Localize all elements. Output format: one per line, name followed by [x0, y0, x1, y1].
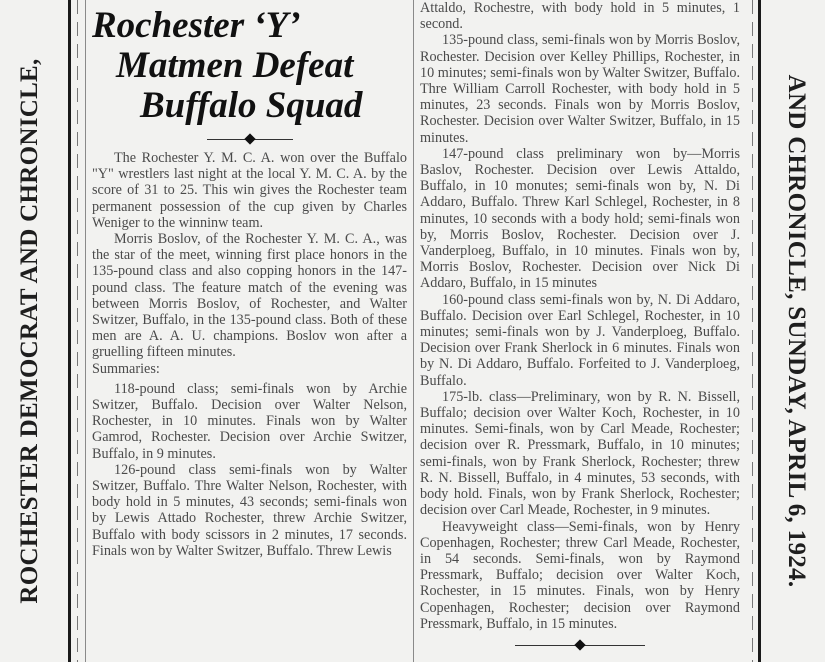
column-rule-dashed — [752, 0, 753, 662]
result-entry: 160-pound class semi-finals won by, N. Di Addaro, Buffalo. Decision over Earl Schlegel, Rochester, in 10 minutes; semi-finals won by J. Vanderploeg, Buffalo. Decision over Frank Sherlock in 6 minutes. Finals won by N. Di Addaro, Buffalo. Forfeited to J. Vanderploeg, Buffalo. — [420, 291, 740, 389]
column-rule — [68, 0, 71, 662]
result-entry: Heavyweight class—Semi-finals, won by Henry Copenhagen, Rochester; threw Carl Meade, Rochester, in 54 seconds. Semi-finals, won by Raymond Pressmark, Buffalo; decision over Walter Koch, Rochester, in 15 minutes. Finals, won by Henry Copenhagen, Rochester; decision over Raymond Pressmark, Buffalo, in 15 minutes. — [420, 518, 740, 632]
diamond-ornament-icon — [244, 133, 255, 144]
diamond-ornament-icon — [574, 639, 585, 650]
result-entry: 118-pound class; semi-finals won by Archie Switzer, Buffalo. Decision over Walter Nelson, Rochester, in 10 minutes. Finals won by Walter Gamrod, Rochester. Decision over Archie Switzer, Buffalo, in 9 minutes. — [92, 380, 407, 462]
headline-line-1: Rochester ‘Y’ — [92, 5, 301, 46]
article-column-right — [420, 0, 740, 656]
article-paragraph: Morris Boslov, of the Rochester Y. M. C. A., was the star of the meet, winning first place honors in the 135-pound class and also copping honors in the 147-pound class. The feature match of the evening was between Morris Boslov, of Rochester, and Walter Switzer, Buffalo, in the 135-pound class. Both of these men are A. A. U. champions. Boslov won after a gruelling fifteen minutes. — [92, 231, 407, 361]
headline-line-2: Matmen Defeat — [116, 45, 354, 86]
right-masthead — [770, 0, 825, 662]
article-paragraph: The Rochester Y. M. C. A. won over the Buffalo "Y" wrestlers last night at the local Y. M. C. A. by the score of 31 to 25. This win gives the Rochester team permanent possession of the cup given by Charles Weniger to the winninw team. — [92, 150, 407, 231]
headline-line-3: Buffalo Squad — [140, 85, 363, 126]
summaries-label: Summaries: — [92, 360, 160, 377]
left-masthead — [0, 0, 60, 662]
column-rule-thin — [413, 0, 414, 662]
article-headline — [92, 6, 407, 126]
article-column-left — [92, 0, 407, 559]
result-entry: 175-lb. class—Preliminary, won by R. N. Bissell, Buffalo; decision over Walter Koch, Rochester, in 10 minutes. Semi-finals, won by Carl Meade, Rochester; decision over R. Pressmark, Buffalo, in 10 minutes; semi-finals, won by Frank Sherlock, Rochester; threw R. N. Bissell, Buffalo, in 4 minutes, 53 seconds, with body hold. Finals, won by Frank Sherlock, Rochester; decision over Carl Meade, Rochester, in 9 minutes. — [420, 388, 740, 519]
result-entry: 126-pound class semi-finals won by Walter Switzer, Buffalo. Thre Walter Nelson, Rochester, with body hold in 5 minutes, 43 seconds; semi-finals won by Lewis Attado Rochester, threw Archie Switzer, Buffalo with body scissors in 2 minutes, 17 seconds. Finals won by Walter Switzer, Buffalo. Threw Lewis — [92, 461, 407, 559]
column-rule — [758, 0, 761, 662]
headline-ornament-divider — [207, 132, 293, 146]
column-rule-dashed — [77, 0, 78, 662]
result-entry: 135-pound class, semi-finals won by Morris Boslov, Rochester. Decision over Kelley Phillips, Rochester, in 10 minutes; semi-finals won by Walter Switzer, Buffalo. Thre William Carroll Rochester, with body hold in 5 minutes, 23 seconds. Finals won by Morris Boslov, Rochester. Decision over Walter Switzer, Buffalo, in 15 minutes. — [420, 32, 740, 146]
result-entry: Attaldo, Rochestre, with body hold in 5 minutes, 1 second. — [420, 0, 740, 33]
article-end-ornament — [515, 638, 645, 652]
masthead-left-text: ROCHESTER DEMOCRAT AND CHRONICLE, — [16, 58, 43, 604]
masthead-right-text: AND CHRONICLE, SUNDAY, APRIL 6, 1924. — [783, 74, 810, 588]
column-rule-thin — [85, 0, 86, 662]
result-entry: 147-pound class preliminary won by—Morris Baslov, Rochester. Decision over Lewis Attaldo, Buffalo, in 10 monutes; semi-finals won by, N. Di Addaro, Buffalo. Threw Karl Schlegel, Rochester, in 8 minutes, 10 seconds with a body hold; semi-finals won by, Morris Boslov, Rochester. Decision over J. Vanderploeg, Buffalo, in 10 minutes. Finals won by, Morris Boslov, Rochester. Decision over Nick Di Addaro, Buffalo, in 15 minutes — [420, 145, 740, 292]
